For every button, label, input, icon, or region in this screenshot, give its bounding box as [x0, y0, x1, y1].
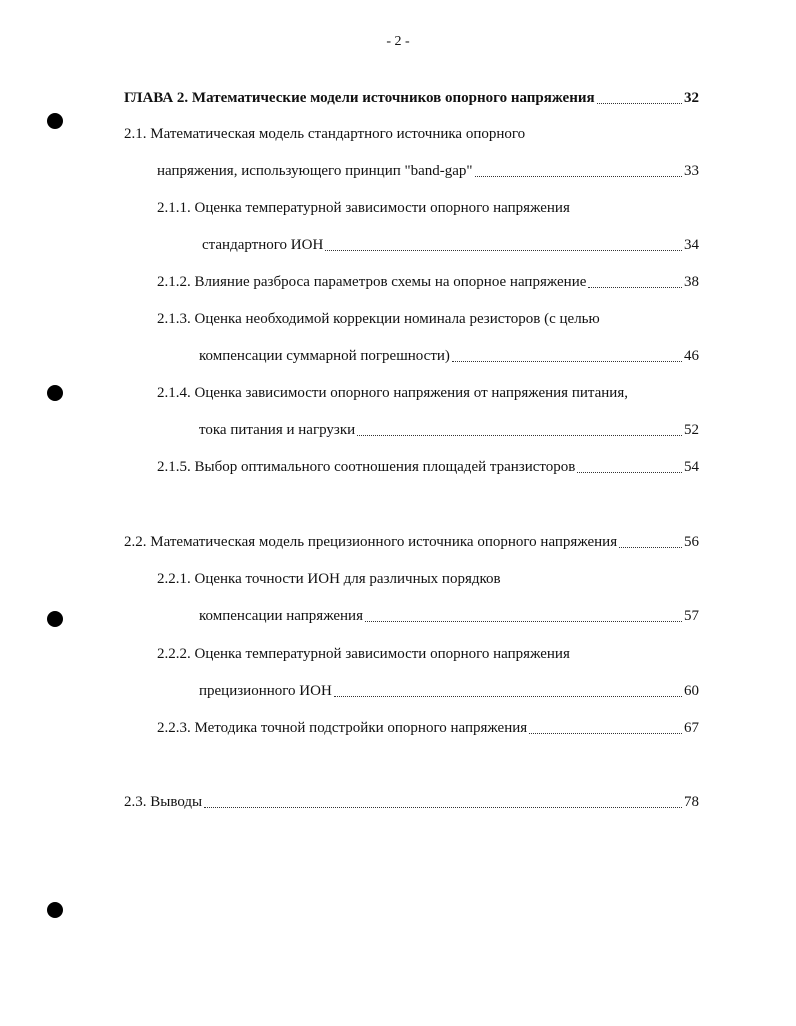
toc-entry: [124, 532, 699, 552]
toc-leader: [619, 547, 682, 548]
punch-hole-icon: [47, 902, 63, 918]
toc-entry-title: ГЛАВА 2. Математические модели источников опорного напряжения: [124, 90, 595, 106]
toc-leader: [204, 807, 682, 808]
toc-entry-title: прецизионного ИОН: [199, 683, 332, 699]
toc-leader: [529, 733, 682, 734]
toc-entry-title: 2.3. Выводы: [124, 794, 203, 810]
toc-entry-title: 2.2.3. Методика точной подстройки опорного напряжения: [157, 720, 528, 736]
toc-entry-title: компенсации суммарной погрешности): [199, 348, 450, 364]
toc-entry-title: стандартного ИОН: [202, 237, 324, 253]
toc-entry: [199, 420, 699, 440]
toc-entry-page: 32: [684, 90, 699, 106]
toc-entry-title: 2.1.2. Влияние разброса параметров схемы на опорное напряжение: [157, 274, 587, 290]
punch-hole-icon: [47, 113, 63, 129]
toc-entry-title: 2.2.2. Оценка температурной зависимости опорного напряжения: [157, 646, 570, 662]
toc-entry: [199, 681, 699, 701]
toc-leader: [475, 176, 682, 177]
toc-chapter-entry: [124, 88, 699, 108]
toc-entry-page: 52: [684, 422, 699, 438]
toc-entry: [199, 346, 699, 366]
punch-hole-icon: [47, 611, 63, 627]
toc-entry-title: 2.1.5. Выбор оптимального соотношения площадей транзисторов: [157, 459, 576, 475]
toc-entry-page: 60: [684, 683, 699, 699]
toc-entry: [124, 792, 699, 812]
toc-entry-page: 46: [684, 348, 699, 364]
toc-entry: [157, 718, 699, 738]
toc-leader: [452, 361, 682, 362]
toc-entry-title: компенсации напряжения: [199, 608, 363, 624]
toc-entry-title: 2.1. Математическая модель стандартного источника опорного: [124, 126, 526, 142]
toc-entry-title: напряжения, использующего принцип "band-gap": [157, 163, 473, 179]
toc-entry-title: тока питания и нагрузки: [199, 422, 356, 438]
toc-entry-title: 2.1.4. Оценка зависимости опорного напряжения от напряжения питания,: [157, 385, 628, 401]
toc-entry-page: 56: [684, 534, 699, 550]
toc-entry-page: 54: [684, 459, 699, 475]
toc-leader: [365, 621, 682, 622]
toc-entry: [157, 272, 699, 292]
toc-leader: [357, 435, 682, 436]
toc-entry-page: 67: [684, 720, 699, 736]
toc-entry: [157, 457, 699, 477]
toc-leader: [588, 287, 682, 288]
toc-leader: [334, 696, 682, 697]
toc-entry-title: 2.2.1. Оценка точности ИОН для различных порядков: [157, 571, 501, 587]
toc-entry-title: 2.1.3. Оценка необходимой коррекции номинала резисторов (с целью: [157, 311, 600, 327]
toc-entry: [199, 606, 699, 626]
toc-entry-page: 57: [684, 608, 699, 624]
punch-hole-icon: [47, 385, 63, 401]
toc-leader: [577, 472, 682, 473]
toc-entry-page: 34: [684, 237, 699, 253]
toc-entry-page: 33: [684, 163, 699, 179]
toc-leader: [325, 250, 682, 251]
toc-entry: [157, 161, 699, 181]
toc-entry: [202, 235, 699, 255]
toc-entry-page: 78: [684, 794, 699, 810]
toc-entry-page: 38: [684, 274, 699, 290]
toc-entry-title: 2.1.1. Оценка температурной зависимости опорного напряжения: [157, 200, 570, 216]
toc-entry-title: 2.2. Математическая модель прецизионного источника опорного напряжения: [124, 534, 618, 550]
page-number: - 2 -: [386, 34, 410, 49]
toc-leader: [597, 103, 682, 104]
